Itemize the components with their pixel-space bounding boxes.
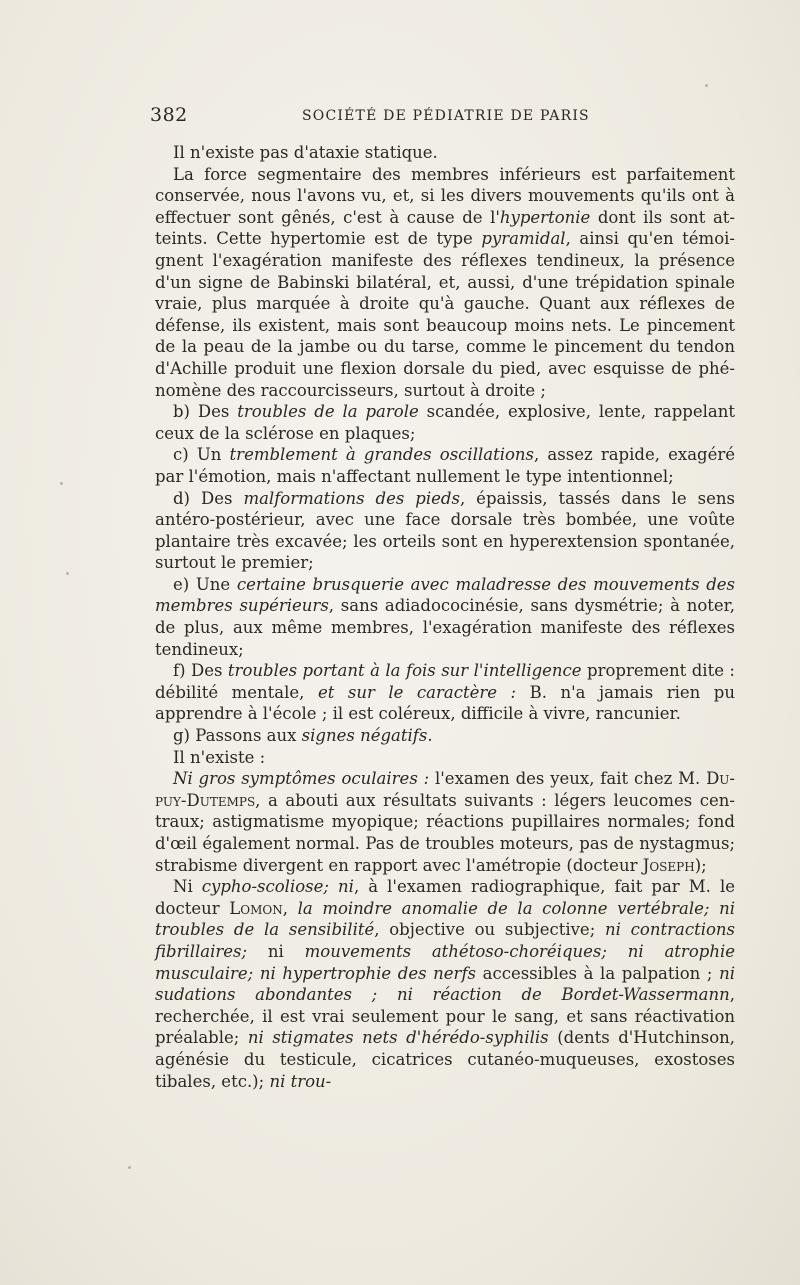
- text-run: , épaissis, tassés dans le sens antéro-postérieur, avec une face dorsale très bombée, une voûte plantaire très excavée; les orteils sont en hyperextension spontanée, surtout le premier;: [155, 488, 735, 573]
- text-run: , ainsi qu'en témoignent l'exagération manifeste des réflexes tendineux, la présence d'un signe de Babinski bilatéral, et, aussi, d'une trépidation spinale vraie, plus marquée à droite qu'à gauche. Quant aux réflexes de défense, ils existent, mais sont beaucoup moins nets. Le pincement de la peau de la jambe ou du tarse, comme le pincement du tendon d'Achille produit une flexion dorsale du pied, avec esquisse de phénomène des raccourcisseurs, surtout à droite ;: [155, 229, 735, 400]
- text-run: La force segmentaire des membres inférieurs est parfaitement conservée, nous l'avons vu, et, si les divers mouvements qu'ils ont à effectuer sont gênés, c'est à cause de l': [155, 164, 735, 227]
- italic-term: ni trou-: [269, 1071, 332, 1091]
- italic-term: certaine brusquerie avec maladresse des mouvements des membres supérieurs: [155, 574, 735, 616]
- paragraph-il-nexiste: [155, 747, 735, 769]
- text-run: d) Des: [173, 488, 244, 508]
- text-run: , à l'examen radiographique, fait par M. le docteur: [155, 877, 735, 918]
- paragraph-ataxie: [155, 142, 735, 164]
- italic-term: troubles de la parole: [237, 402, 419, 422]
- text-run: , sans adiadococinésie, sans dysmétrie; à noter, de plus, aux même membres, l'exagération manifeste des réflexes tendineux;: [155, 596, 735, 659]
- paragraph-force-segmentaire: [155, 164, 735, 402]
- text-run: ,: [282, 898, 298, 918]
- text-run: );: [694, 855, 707, 875]
- paragraph-d-malformations: [155, 488, 735, 574]
- italic-term: mouvements athétoso-choréiques; ni atrophie musculaire; ni hypertrophie des nerfs: [155, 941, 735, 983]
- paragraph-b-parole: [155, 401, 735, 444]
- italic-term: ni contractions fibrillaires;: [155, 920, 736, 961]
- text-run: (dents d'Hutchinson, agénésie du testicule, cicatrices cutanéo-muqueuses, exostoses tibales, etc.);: [155, 1028, 736, 1091]
- body-text: [155, 142, 735, 1092]
- text-run: b) Des: [173, 402, 238, 422]
- text-run: B. n'a jamais rien pu apprendre à l'école ; il est coléreux, difficile à vivre, rancunier.: [155, 682, 735, 724]
- running-head: SOCIÉTÉ DE PÉDIATRIE DE PARIS: [302, 108, 590, 124]
- italic-term: la moindre anomalie de la colonne vertébrale; ni troubles de la sensibilité: [155, 898, 735, 940]
- paragraph-cypho-scoliose: [155, 876, 735, 1092]
- text-run: l'examen des yeux, fait chez M.: [429, 769, 707, 789]
- author-name: Joseph: [642, 855, 695, 875]
- text-run: accessibles à la palpation ;: [476, 963, 720, 983]
- text-run: g) Passons aux: [173, 726, 302, 746]
- text-run: scandée, explosive, lente, rappelant ceux de la sclérose en plaques;: [155, 402, 736, 443]
- italic-term: ni sudations abondantes ; ni réaction de Bordet-Wassermann: [155, 963, 735, 1005]
- paper-speck: [128, 1166, 131, 1169]
- italic-term: et sur le caractère :: [317, 682, 517, 702]
- text-run: dont ils sont atteints. Cette hypertomie est de type: [155, 207, 735, 249]
- paragraph-oculaires: [155, 768, 735, 876]
- text-run: Il n'existe :: [173, 747, 266, 767]
- italic-term: troubles portant à la fois sur l'intelligence: [227, 661, 582, 681]
- author-name: Dupuy-Dutemps: [155, 769, 735, 810]
- paper-speck: [66, 572, 69, 575]
- paper-speck: [705, 84, 708, 87]
- italic-term: pyramidal: [481, 229, 566, 249]
- text-run: Il n'existe pas d'ataxie statique.: [173, 143, 438, 162]
- text-run: e) Une: [173, 574, 237, 594]
- text-run: proprement dite : débilité mentale,: [155, 661, 735, 702]
- text-run: c) Un: [173, 445, 230, 465]
- text-run: ni: [247, 941, 305, 961]
- paper-speck: [60, 482, 63, 485]
- paragraph-f-intelligence: [155, 660, 735, 725]
- text-run: f) Des: [173, 661, 228, 681]
- text-run: , objective ou subjective;: [374, 920, 606, 940]
- text-run: , a abouti aux résultats suivants : légers leucomes centraux; astigmatisme myopique; réactions pupillaires normales; fond d'œil également normal. Pas de troubles moteurs, pas de nystagmus; strabisme divergent en rapport avec l'amétropie (docteur: [155, 790, 735, 875]
- page-header: [150, 104, 740, 130]
- paragraph-g-negatifs: [155, 725, 735, 747]
- text-run: , recherchée, il est vrai seulement pour le sang, et sans réactivation préalable;: [155, 985, 735, 1048]
- italic-term: signes négatifs: [301, 726, 428, 746]
- italic-term: Ni gros symptômes oculaires :: [173, 769, 430, 789]
- text-run: .: [427, 726, 433, 746]
- italic-term: hypertonie: [499, 207, 591, 227]
- page-number: 382: [150, 104, 188, 126]
- author-name: Lomon: [229, 898, 283, 918]
- italic-term: cypho-scoliose; ni: [201, 877, 354, 897]
- italic-term: malformations des pieds: [243, 488, 460, 508]
- text-run: Ni: [173, 877, 202, 897]
- italic-term: ni stigmates nets d'hérédo-syphilis: [247, 1028, 549, 1048]
- paragraph-c-tremblement: [155, 444, 735, 487]
- italic-term: tremblement à grandes oscillations: [229, 445, 535, 465]
- paragraph-e-brusquerie: [155, 574, 735, 660]
- text-run: , assez rapide, exagéré par l'émotion, mais n'affectant nullement le type intentionnel;: [155, 445, 736, 486]
